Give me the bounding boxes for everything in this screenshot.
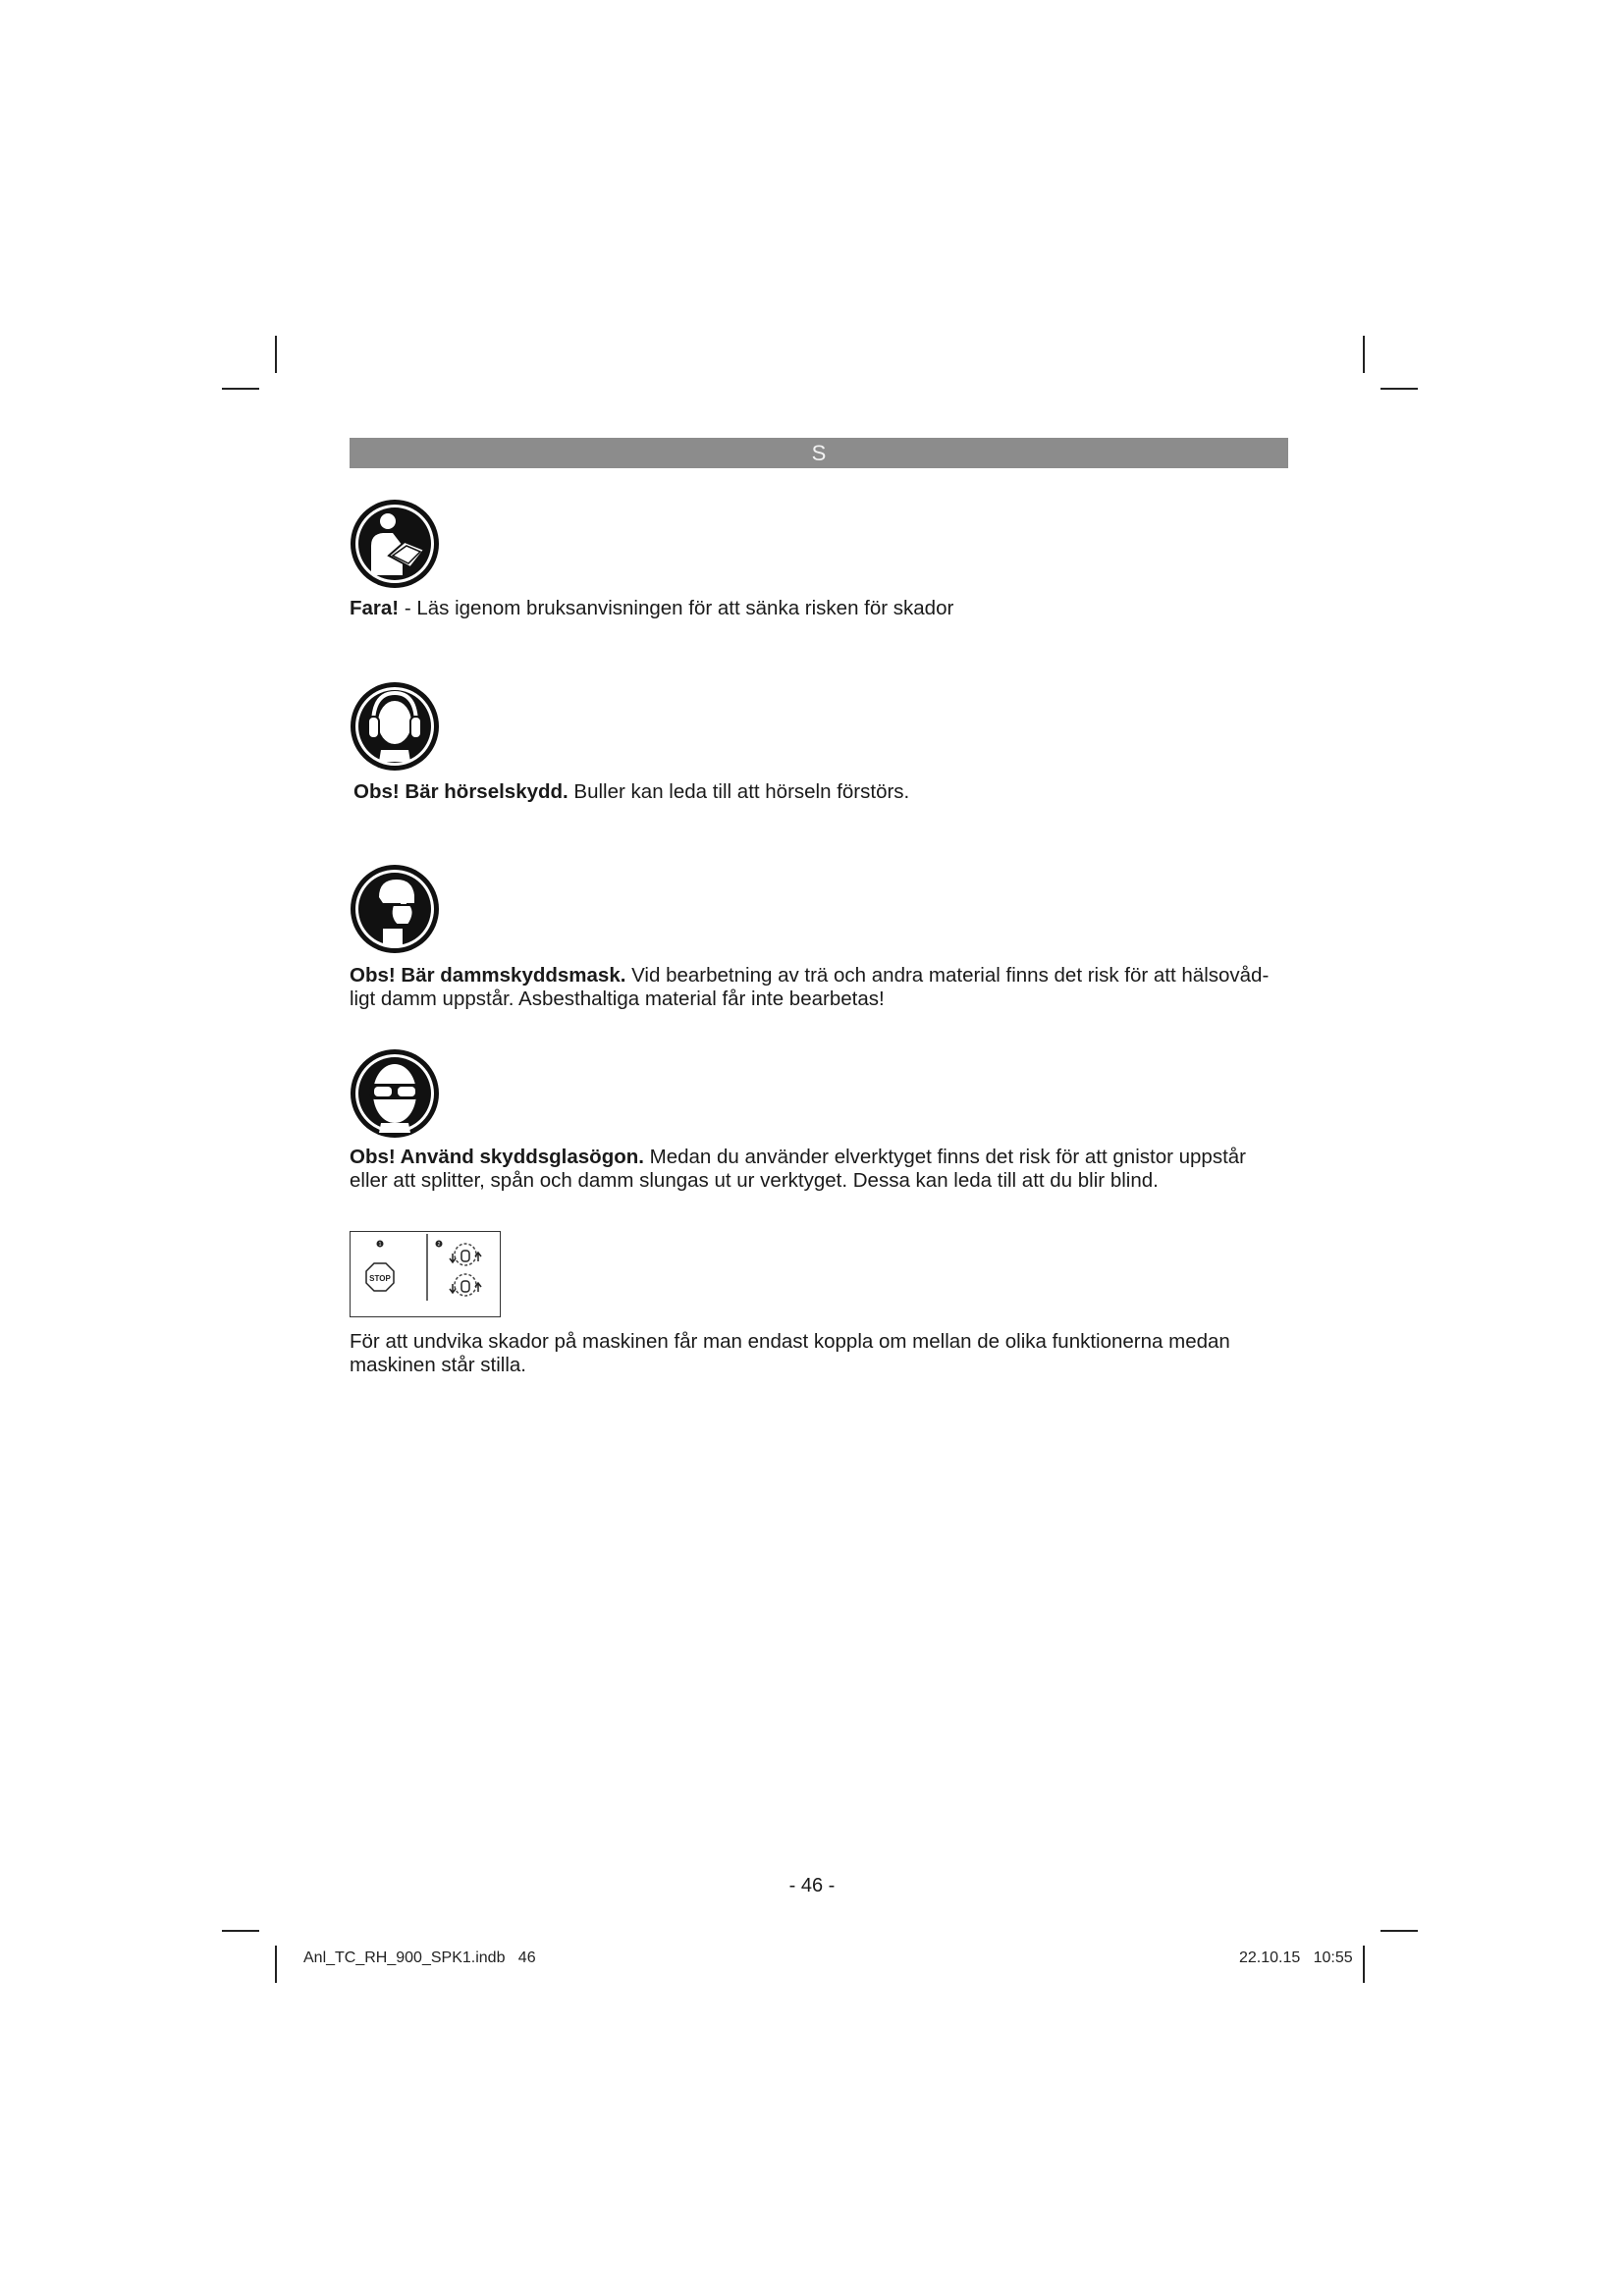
step-two-label: 2 bbox=[437, 1242, 441, 1248]
language-tab-label: S bbox=[811, 440, 827, 465]
ear-protection-icon bbox=[350, 681, 440, 772]
footer-file-name: Anl_TC_RH_900_SPK1.indb 46 bbox=[303, 1949, 536, 1966]
crop-mark-top-left-h bbox=[222, 388, 259, 390]
warning-label: Fara! bbox=[350, 597, 400, 619]
warning-text: - Läs igenom bruksanvisningen för att sänka risken för skador bbox=[399, 597, 954, 619]
crop-mark-top-left-v bbox=[275, 336, 277, 373]
section-switch-functions bbox=[350, 1330, 1292, 1377]
section-safety-goggles bbox=[350, 1146, 1292, 1193]
goggles-warning-text-line1: Medan du använder elverktyget finns det risk för att gnistor uppstår bbox=[643, 1146, 1247, 1168]
crop-mark-bottom-left-h bbox=[222, 1930, 259, 1932]
crop-mark-top-right-h bbox=[1380, 388, 1418, 390]
section-dust-mask bbox=[350, 964, 1292, 1011]
stop-switch-diagram bbox=[350, 1231, 501, 1317]
switch-text-line2: maskinen står stilla. bbox=[350, 1354, 527, 1376]
crop-mark-bottom-right-h bbox=[1380, 1930, 1418, 1932]
switch-text-line1: För att undvika skador på maskinen får man endast koppla om mellan de olika funktionerna medan bbox=[350, 1330, 1230, 1353]
goggles-warning-label: Obs! Använd skyddsglasögon. bbox=[350, 1146, 644, 1168]
crop-mark-bottom-left-v bbox=[275, 1946, 277, 1983]
crop-mark-bottom-right-v bbox=[1363, 1946, 1365, 1983]
section-read-manual bbox=[350, 597, 1292, 620]
dust-mask-icon bbox=[350, 864, 440, 954]
section-hearing-protection bbox=[353, 780, 1296, 804]
dust-warning-label: Obs! Bär dammskyddsmask. bbox=[350, 964, 626, 987]
page-number: - 46 - bbox=[788, 1875, 836, 1896]
goggles-warning-text-line2: eller att splitter, spån och damm slungas ut ur verktyget. Dessa kan leda till att du blir blind. bbox=[350, 1169, 1159, 1192]
safety-goggles-icon bbox=[350, 1048, 440, 1139]
stop-switch-icon bbox=[351, 1232, 499, 1315]
footer-timestamp: 22.10.15 10:55 bbox=[1239, 1949, 1353, 1966]
dust-warning-text-line1: Vid bearbetning av trä och andra material finns det risk för att hälsovåd- bbox=[625, 964, 1270, 987]
step-one-label: 1 bbox=[378, 1242, 382, 1248]
stop-sign-label: STOP bbox=[369, 1274, 391, 1283]
crop-mark-top-right-v bbox=[1363, 336, 1365, 373]
hearing-warning-text: Buller kan leda till att hörseln förstörs. bbox=[568, 780, 910, 803]
hearing-warning-label: Obs! Bär hörselskydd. bbox=[353, 780, 568, 803]
dust-warning-text-line2: ligt damm uppstår. Asbesthaltiga material får inte bearbetas! bbox=[350, 988, 885, 1010]
read-manual-icon bbox=[350, 499, 440, 589]
language-header-bar bbox=[350, 438, 1288, 468]
